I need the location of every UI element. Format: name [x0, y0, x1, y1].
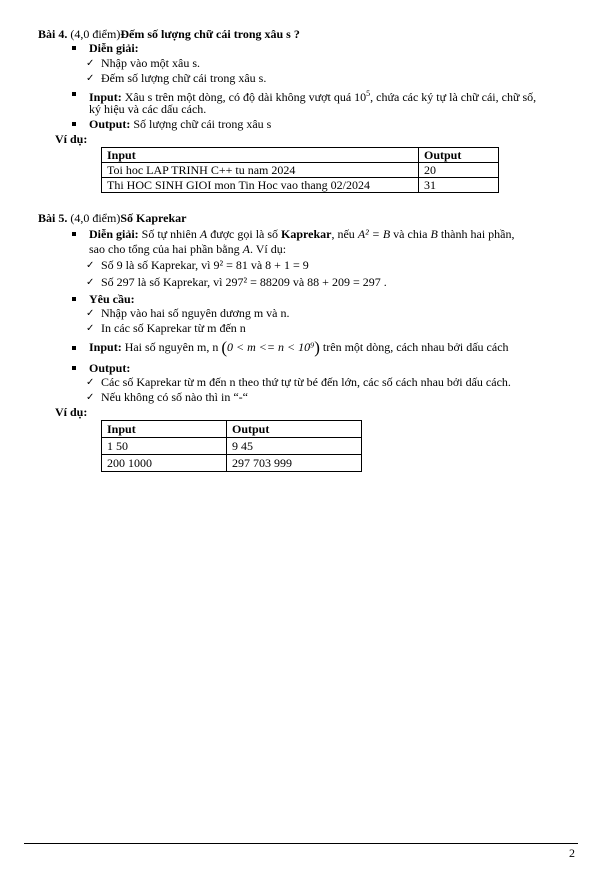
bai4-output-text: Số lượng chữ cái trong xâu s [133, 117, 272, 131]
bai4-input-text-2: , chứa các ký tự là chữ cái, chữ số, [370, 90, 537, 104]
bai4-input-exp: 5 [366, 89, 371, 98]
table-row [102, 438, 362, 455]
bai5-title: Số Kaprekar [120, 211, 187, 225]
table-cell-output: 20 [419, 163, 499, 178]
bai5-dg-line2 [89, 242, 286, 256]
bai5-heading: Bài 5. [38, 211, 68, 225]
bullet-icon [72, 46, 76, 50]
bai5-dg-3: , nếu [331, 227, 355, 241]
bullet-icon [72, 122, 76, 126]
checkmark-icon: ✓ [86, 377, 95, 388]
bai5-input-text-1: Hai số nguyên m, n [124, 340, 219, 354]
bai5-req-1: Nhập vào hai số nguyên dương m và n. [101, 306, 290, 320]
table-cell-input: 1 50 [102, 438, 227, 455]
checkmark-icon: ✓ [86, 73, 95, 84]
table-row [102, 455, 362, 472]
bai5-dg-eq: A² = B [357, 227, 391, 241]
bai5-dg-2: được gọi là số [210, 227, 279, 241]
footer-divider [24, 843, 578, 844]
right-paren: ) [314, 338, 320, 357]
checkmark-icon: ✓ [86, 323, 95, 334]
bai5-dg-line2a: sao cho tổng của hai phần bằng [89, 242, 240, 256]
bai5-dien-giai-label: Diễn giải: [89, 227, 139, 241]
left-paren: ( [221, 338, 228, 357]
bullet-icon [72, 346, 76, 350]
table-header-input: Input [102, 421, 227, 438]
bai4-example-table [101, 147, 499, 193]
checkmark-icon: ✓ [86, 260, 95, 271]
bullet-icon [72, 297, 76, 301]
bai5-output-label: Output: [89, 361, 131, 375]
bai4-output-line [89, 117, 271, 131]
table-cell-output: 31 [419, 178, 499, 193]
bai4-points: (4,0 điểm) [70, 27, 121, 41]
bai4-input-text-3: ký hiệu và các dấu cách. [89, 102, 207, 116]
table-cell-output: 9 45 [227, 438, 362, 455]
bai5-example-table [101, 420, 362, 472]
bai5-input-label: Input: [89, 340, 122, 354]
bai5-dien-giai-line [89, 227, 514, 241]
bai5-example-2: Số 297 là số Kaprekar, vì 297² = 88209 và 88 + 209 = 297 . [101, 275, 387, 289]
bai4-step-2: Đếm số lượng chữ cái trong xâu s. [101, 71, 267, 85]
table-header-row [102, 148, 499, 163]
bai5-dg-5: thành hai phần, [440, 227, 515, 241]
bai4-step-1: Nhập vào một xâu s. [101, 56, 200, 70]
bai5-req-2: In các số Kaprekar từ m đến n [101, 321, 246, 335]
bai4-title: Đếm số lượng chữ cái trong xâu s ? [120, 27, 300, 41]
bai5-points: (4,0 điểm) [70, 211, 121, 225]
checkmark-icon: ✓ [86, 277, 95, 288]
bai4-dien-giai-label: Diễn giải: [89, 41, 139, 55]
bai4-output-label: Output: [89, 117, 131, 131]
table-header-input: Input [102, 148, 419, 163]
checkmark-icon: ✓ [86, 58, 95, 69]
table-row [102, 178, 499, 193]
table-cell-input: Toi hoc LAP TRINH C++ tu nam 2024 [102, 163, 419, 178]
bai5-dg-line2b: . Ví dụ: [249, 242, 287, 256]
table-header-row [102, 421, 362, 438]
bai5-input-line [89, 340, 509, 355]
table-cell-input: 200 1000 [102, 455, 227, 472]
bai4-heading: Bài 4. [38, 27, 68, 41]
bai5-dg-B: B [430, 227, 438, 241]
bai5-out-1: Các số Kaprekar từ m đến n theo thứ tự từ bé đến lớn, các số cách nhau bởi dấu cách. [101, 375, 511, 389]
bai5-example-1: Số 9 là số Kaprekar, vì 9² = 81 và 8 + 1 = 9 [101, 258, 309, 272]
table-header-output: Output [227, 421, 362, 438]
bai4-input-text-1: Xâu s trên một dòng, có độ dài không vượt quá 10 [124, 90, 367, 104]
bai5-vidu-label: Ví dụ: [55, 405, 88, 419]
table-cell-output: 297 703 999 [227, 455, 362, 472]
bai5-heading-line [38, 211, 186, 225]
bai5-dg-line2A: A [242, 242, 250, 256]
bai5-dg-1: Số tự nhiên [141, 227, 197, 241]
table-row [102, 163, 499, 178]
bai5-yeu-cau-label: Yêu cầu: [89, 292, 135, 306]
bai4-input-label: Input: [89, 90, 122, 104]
table-header-output: Output [419, 148, 499, 163]
bai5-dg-A: A [199, 227, 208, 241]
table-cell-input: Thi HOC SINH GIOI mon Tin Hoc vao thang 02/2024 [102, 178, 419, 193]
checkmark-icon: ✓ [86, 308, 95, 319]
bai5-dg-4: và chia [393, 227, 428, 241]
bai4-heading-line [38, 27, 300, 41]
bai5-dg-kaprekar: Kaprekar [281, 227, 332, 241]
bullet-icon [72, 366, 76, 370]
bai5-input-text-2: trên một dòng, cách nhau bởi dấu cách [322, 340, 509, 354]
bai5-out-2: Nếu không có số nào thì in “-“ [101, 390, 248, 404]
bullet-icon [72, 92, 76, 96]
bai4-vidu-label: Ví dụ: [55, 132, 88, 146]
bai5-input-math: 0 < m <= n < 10⁹ [227, 340, 315, 354]
checkmark-icon: ✓ [86, 392, 95, 403]
page-number: 2 [569, 846, 575, 860]
bullet-icon [72, 232, 76, 236]
